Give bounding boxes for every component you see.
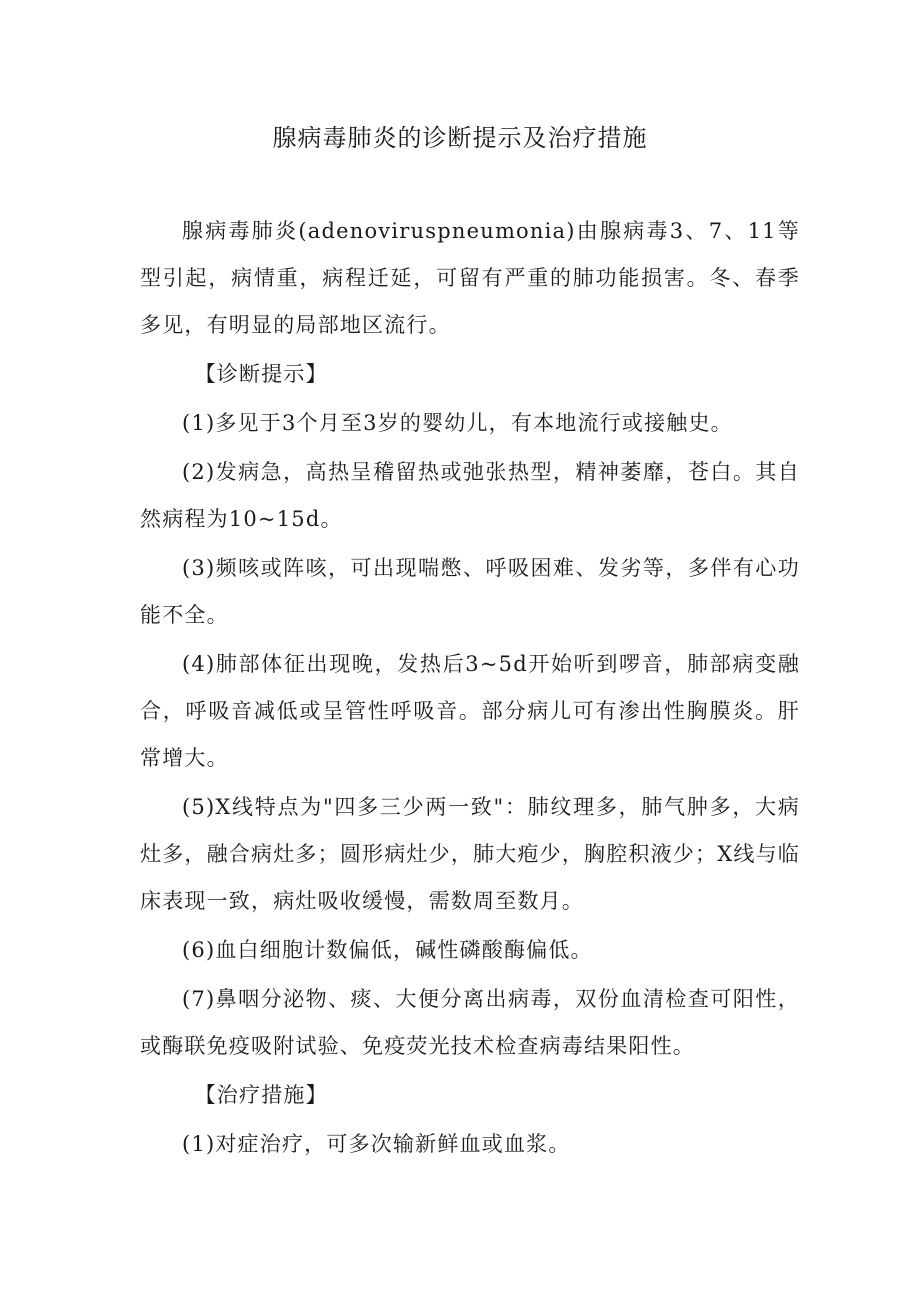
diagnosis-item-7: (7)鼻咽分泌物、痰、大便分离出病毒，双份血清检查可阳性，或酶联免疫吸附试验、免疫荧光技术检查病毒结果阳性。 [140, 987, 800, 1058]
intro-paragraph: 腺病毒肺炎(adenoviruspneumonia)由腺病毒3、7、11等型引起，病情重，病程迁延，可留有严重的肺功能损害。冬、春季多见，有明显的局部地区流行。 [140, 219, 800, 337]
document-body [140, 208, 800, 1170]
treatment-item-1: (1)对症治疗，可多次输新鲜血或血浆。 [182, 1132, 571, 1156]
diagnosis-item-6: (6)血白细胞计数偏低，碱性磷酸酶偏低。 [182, 938, 593, 962]
document-title: 腺病毒肺炎的诊断提示及治疗措施 [272, 124, 648, 152]
diagnosis-item-4: (4)肺部体征出现晚，发热后3~5d开始听到啰音，肺部病变融合，呼吸音减低或呈管性呼吸音。部分病儿可有渗出性胸膜炎。肝常增大。 [140, 652, 800, 770]
diagnosis-item-2: (2)发病急，高热呈稽留热或弛张热型，精神萎靡，苍白。其自然病程为10~15d。 [140, 460, 800, 531]
section-heading-treatment: 【治疗措施】 [194, 1083, 328, 1107]
diagnosis-item-1: (1)多见于3个月至3岁的婴幼儿，有本地流行或接触史。 [182, 411, 733, 435]
diagnosis-item-5: (5)X线特点为"四多三少两一致"：肺纹理多，肺气肿多，大病灶多，融合病灶多；圆形病灶少，肺大疱少，胸腔积液少；X线与临床表现一致，病灶吸收缓慢，需数周至数月。 [140, 795, 800, 913]
section-heading-diagnosis: 【诊断提示】 [194, 362, 328, 386]
diagnosis-item-3: (3)频咳或阵咳，可出现喘憋、呼吸困难、发劣等，多伴有心功能不全。 [140, 556, 800, 627]
